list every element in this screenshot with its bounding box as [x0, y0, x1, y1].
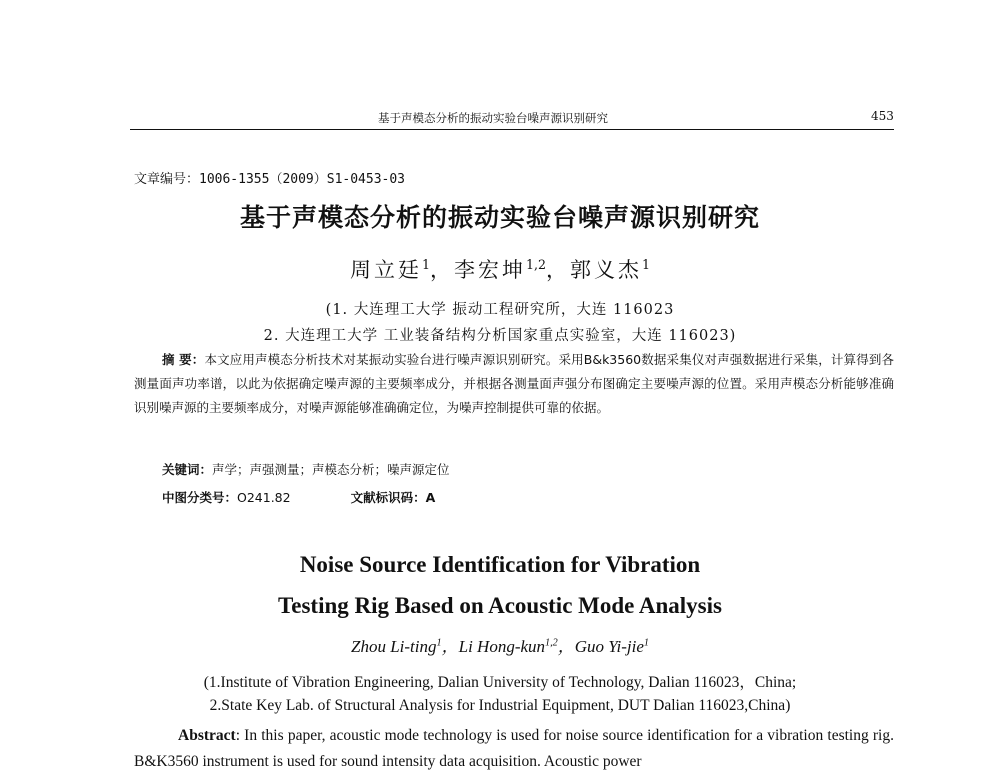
abstract-label: 摘 要： — [162, 352, 205, 367]
keywords-text: 声学；声强测量；声模态分析；噪声源定位 — [212, 462, 450, 477]
abstract-text: 本文应用声模态分析技术对某振动实验台进行噪声源识别研究。采用B&k3560数据采集仪对声强数据进行采集，计算得到各测量面声功率谱，以此为依据确定噪声源的主要频率成分，并根据各测量面声强分布图确定主要噪声源的位置。采用声模态分析能够准确识别噪声源的主要频率成分，对噪声源能够准确确定位，为噪声控制提供可靠的依据。 — [134, 352, 894, 415]
author-name: Li Hong-kun — [458, 637, 546, 656]
author-separator: ， — [429, 258, 454, 282]
english-affiliation-1: (1.Institute of Vibration Engineering, Dalian University of Technology, Dalian 116023，China; — [203, 674, 797, 691]
classification-line — [162, 488, 435, 506]
affiliation-mark: 1 — [436, 637, 442, 649]
abstract-label: Abstract — [178, 727, 236, 744]
document-code: A — [425, 490, 436, 505]
chinese-authors — [0, 254, 1000, 284]
english-abstract — [134, 723, 894, 775]
affiliation-mark: 1 — [642, 257, 651, 272]
chinese-affiliation-1: (1. 大连理工大学 振动工程研究所，大连 116023 — [325, 302, 675, 318]
english-authors — [0, 632, 1000, 657]
author-name: Zhou Li-ting — [351, 637, 437, 656]
header-rule — [130, 129, 894, 130]
author-separator: ， — [546, 258, 571, 282]
affiliation-mark: 1,2 — [525, 257, 547, 272]
chinese-affiliation-2: 2. 大连理工大学 工业装备结构分析国家重点实验室，大连 116023) — [263, 328, 737, 344]
affiliation-mark: 1,2 — [545, 637, 558, 649]
chinese-title: 基于声模态分析的振动实验台噪声源识别研究 — [239, 203, 760, 232]
affiliation-mark: 1 — [421, 257, 430, 272]
class-number-label: 中图分类号： — [162, 490, 238, 505]
english-title-line-1: Noise Source Identification for Vibration — [299, 552, 701, 577]
chinese-abstract — [134, 348, 894, 420]
author-separator: ， — [557, 637, 575, 656]
class-number: O241.82 — [237, 490, 291, 505]
affiliation-mark: 1 — [643, 637, 649, 649]
page-number: 453 — [871, 109, 894, 123]
author-name: 郭义杰 — [570, 258, 643, 282]
article-number: 文章编号：1006-1355（2009）S1-0453-03 — [134, 172, 406, 187]
abstract-text: : In this paper, acoustic mode technology is used for noise source identification for a vibration testing rig. B&K3560 instrument is used for sound intensity data acquisition. Acoustic power — [134, 727, 894, 770]
author-name: Guo Yi-jie — [574, 637, 644, 656]
keywords-label: 关键词： — [162, 462, 213, 477]
document-code-label: 文献标识码： — [350, 490, 426, 505]
english-title-line-2: Testing Rig Based on Acoustic Mode Analysis — [278, 593, 722, 618]
running-header-title: 基于声模态分析的振动实验台噪声源识别研究 — [378, 111, 608, 125]
author-name: 周立廷 — [349, 258, 422, 282]
author-separator: ， — [441, 637, 459, 656]
author-name: 李宏坤 — [453, 258, 526, 282]
chinese-keywords — [162, 460, 450, 478]
english-affiliation-2: 2.State Key Lab. of Structural Analysis for Industrial Equipment, DUT Dalian 116023,China) — [209, 697, 791, 714]
